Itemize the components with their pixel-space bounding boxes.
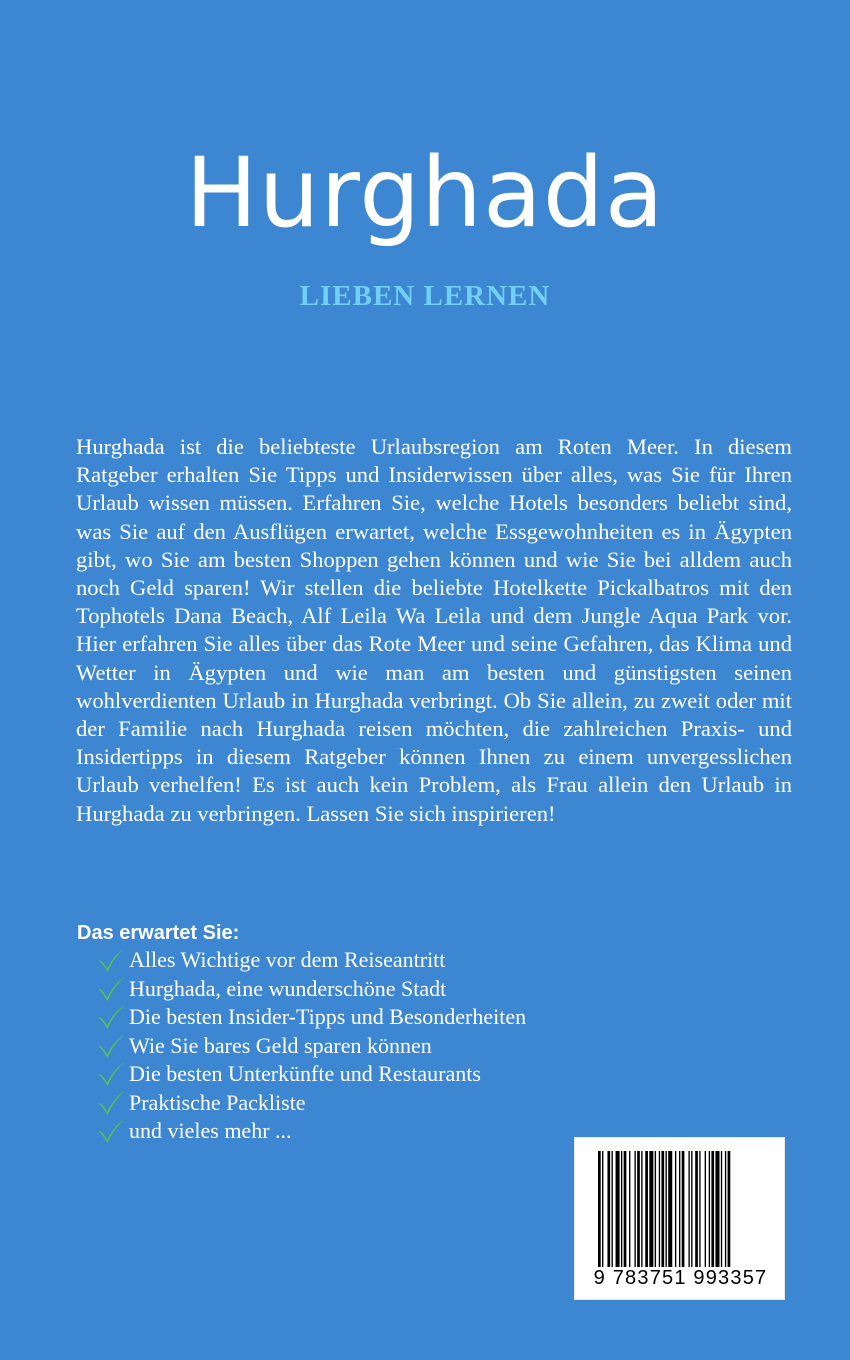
- barcode-bar: [629, 1151, 630, 1267]
- check-icon: [96, 1004, 126, 1030]
- barcode-bar: [709, 1151, 710, 1267]
- barcode-bar: [598, 1151, 601, 1267]
- feature-item: [96, 1089, 526, 1118]
- barcode-bar: [655, 1151, 656, 1267]
- barcode-bar: [661, 1151, 664, 1267]
- feature-label: Alles Wichtige vor dem Reiseantritt: [129, 947, 446, 972]
- barcode-bar: [668, 1151, 672, 1267]
- isbn-number: 9 783751 993357: [593, 1267, 768, 1289]
- check-icon: [96, 1118, 126, 1144]
- check-icon: [96, 1061, 126, 1087]
- barcode-bar: [725, 1151, 726, 1267]
- check-icon: [96, 947, 126, 973]
- barcode-bar: [602, 1151, 603, 1267]
- barcode-bar: [699, 1151, 700, 1267]
- feature-item: [96, 1117, 526, 1146]
- book-subtitle: LIEBEN LERNEN: [299, 280, 551, 312]
- check-icon: [96, 1090, 126, 1116]
- feature-label: und vieles mehr ...: [129, 1118, 292, 1143]
- barcode-bar: [616, 1151, 620, 1267]
- feature-item: [96, 1003, 526, 1032]
- book-title: Hurghada: [185, 137, 665, 249]
- barcode-bar: [607, 1151, 610, 1267]
- isbn-barcode: [574, 1137, 785, 1300]
- feature-item: [96, 946, 526, 975]
- feature-item: [96, 1032, 526, 1061]
- barcode-bar: [675, 1151, 676, 1267]
- barcode-bar: [728, 1151, 731, 1267]
- check-icon: [96, 1033, 126, 1059]
- barcode-bar: [679, 1151, 680, 1267]
- barcode-bar: [659, 1151, 660, 1267]
- barcode-bar: [624, 1151, 627, 1267]
- barcode-bar: [666, 1151, 667, 1267]
- barcode-bar: [695, 1151, 698, 1267]
- feature-label: Die besten Unterkünfte und Restaurants: [129, 1061, 481, 1086]
- feature-item: [96, 1060, 526, 1089]
- barcode-bar: [621, 1151, 622, 1267]
- barcode-bar: [705, 1151, 706, 1267]
- feature-item: [96, 975, 526, 1004]
- feature-label: Praktische Packliste: [129, 1089, 306, 1115]
- barcode-bar: [637, 1151, 640, 1267]
- barcode-bars: [598, 1151, 762, 1267]
- barcode-bar: [688, 1151, 689, 1267]
- barcode-bar: [641, 1151, 642, 1267]
- barcode-bar: [711, 1151, 714, 1267]
- barcode-bar: [691, 1151, 692, 1267]
- barcode-bar: [715, 1151, 719, 1267]
- features-heading: Das erwartet Sie:: [77, 922, 240, 944]
- barcode-bar: [721, 1151, 722, 1267]
- check-icon: [96, 976, 126, 1002]
- feature-label: Hurghada, eine wunderschöne Stadt: [129, 975, 447, 1001]
- barcode-bar: [612, 1151, 613, 1267]
- barcode-bar: [634, 1151, 635, 1267]
- feature-label: Wie Sie bares Geld sparen können: [129, 1032, 432, 1058]
- back-cover-blurb: Hurghada ist die beliebteste Urlaubsregion am Roten Meer. In diesem Ratgeber erhalten Sie Tipps und Insiderwissen über alles, was Sie für Ihren Urlaub wissen müssen. Erfahren Sie, welche Hotels besonders beliebt sind, was Sie auf den Ausflügen erwartet, welche Essgewohnheiten es in Ägypten gibt, wo Sie am besten Shoppen gehen können und wie Sie bei alldem auch noch Geld sparen! Wir stellen die beliebte Hotelkette Pickalbatros mit den Tophotels Dana Beach, Alf Leila Wa Leila und dem Jungle Aqua Park vor. Hier erfahren Sie alles über das Rote Meer und seine Gefahren, das Klima und Wetter in Ägypten und wie man am besten und günstigsten seinen wohlverdienten Urlaub in Hurghada verbringt. Ob Sie allein, zu zweit oder mit der Familie nach Hurghada reisen möchten, die zahlreichen Praxis- und Insidertipps in diesem Ratgeber können Ihnen zu einem unvergesslichen Urlaub verhelfen! Es ist auch kein Problem, als Frau allein den Urlaub in Hurghada zu verbringen. Lassen Sie sich inspirieren!: [76, 434, 792, 826]
- barcode-bar: [645, 1151, 648, 1267]
- barcode-bar: [649, 1151, 653, 1267]
- barcode-bar: [682, 1151, 685, 1267]
- features-list: [96, 946, 526, 1146]
- feature-label: Die besten Insider-Tipps und Besonderheiten: [129, 1004, 527, 1029]
